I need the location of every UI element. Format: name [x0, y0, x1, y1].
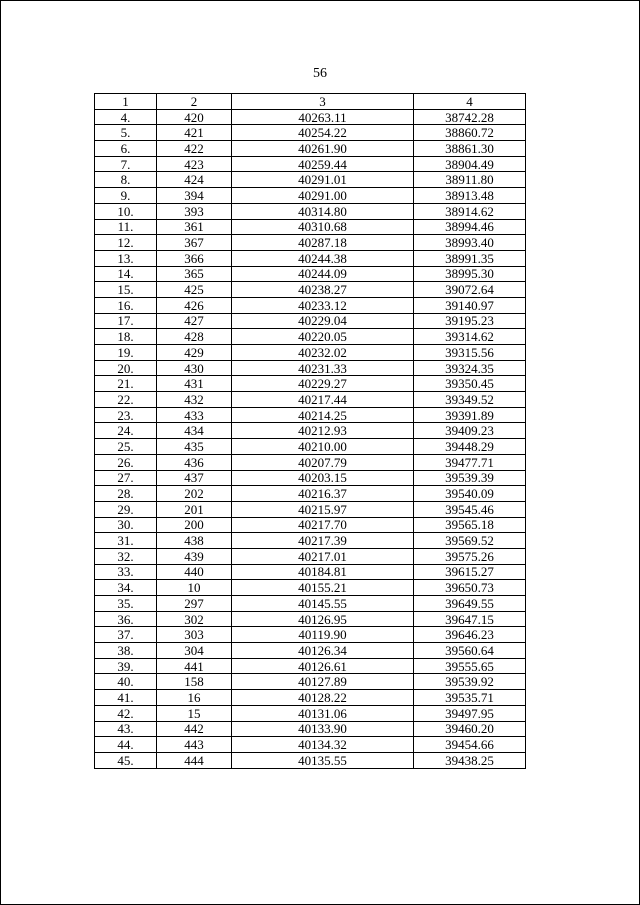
table-row: [95, 297, 526, 313]
point-number-cell: 431: [157, 376, 232, 392]
table-row: [95, 423, 526, 439]
point-number-cell: 433: [157, 407, 232, 423]
table-row: [95, 282, 526, 298]
table-row: [95, 564, 526, 580]
point-number-cell: 426: [157, 297, 232, 313]
table-row: [95, 392, 526, 408]
point-number-cell: 303: [157, 627, 232, 643]
x-coordinate-cell: 40119.90: [232, 627, 414, 643]
x-coordinate-cell: 40126.61: [232, 658, 414, 674]
y-coordinate-cell: 39324.35: [414, 360, 526, 376]
y-coordinate-cell: 38742.28: [414, 109, 526, 125]
table-row: [95, 705, 526, 721]
table-row: [95, 486, 526, 502]
x-coordinate-cell: 40217.44: [232, 392, 414, 408]
row-number-cell: 18.: [95, 329, 157, 345]
table-row: [95, 533, 526, 549]
x-coordinate-cell: 40135.55: [232, 752, 414, 768]
x-coordinate-cell: 40254.22: [232, 125, 414, 141]
row-number-cell: 37.: [95, 627, 157, 643]
table-row: [95, 658, 526, 674]
y-coordinate-cell: 38861.30: [414, 141, 526, 157]
point-number-cell: 427: [157, 313, 232, 329]
x-coordinate-cell: 40233.12: [232, 297, 414, 313]
row-number-cell: 16.: [95, 297, 157, 313]
x-coordinate-cell: 40215.97: [232, 501, 414, 517]
table-row: [95, 517, 526, 533]
x-coordinate-cell: 40145.55: [232, 596, 414, 612]
point-number-cell: 440: [157, 564, 232, 580]
y-coordinate-cell: 39555.65: [414, 658, 526, 674]
y-coordinate-cell: 39072.64: [414, 282, 526, 298]
x-coordinate-cell: 40232.02: [232, 345, 414, 361]
x-coordinate-cell: 40128.22: [232, 690, 414, 706]
y-coordinate-cell: 39647.15: [414, 611, 526, 627]
y-coordinate-cell: 39539.92: [414, 674, 526, 690]
y-coordinate-cell: 39349.52: [414, 392, 526, 408]
y-coordinate-cell: 39409.23: [414, 423, 526, 439]
point-number-cell: 366: [157, 250, 232, 266]
point-number-cell: 297: [157, 596, 232, 612]
point-number-cell: 158: [157, 674, 232, 690]
x-coordinate-cell: 40217.01: [232, 548, 414, 564]
point-number-cell: 201: [157, 501, 232, 517]
table-row: [95, 611, 526, 627]
table-row: [95, 454, 526, 470]
row-number-cell: 17.: [95, 313, 157, 329]
row-number-cell: 34.: [95, 580, 157, 596]
point-number-cell: 441: [157, 658, 232, 674]
y-coordinate-cell: 38995.30: [414, 266, 526, 282]
x-coordinate-cell: 40310.68: [232, 219, 414, 235]
point-number-cell: 202: [157, 486, 232, 502]
y-coordinate-cell: 39497.95: [414, 705, 526, 721]
table-row: [95, 470, 526, 486]
column-header-3: 3: [232, 94, 414, 110]
point-number-cell: 15: [157, 705, 232, 721]
table-row: [95, 250, 526, 266]
row-number-cell: 38.: [95, 643, 157, 659]
y-coordinate-cell: 39646.23: [414, 627, 526, 643]
x-coordinate-cell: 40217.70: [232, 517, 414, 533]
table-body: [95, 109, 526, 768]
y-coordinate-cell: 39545.46: [414, 501, 526, 517]
point-number-cell: 436: [157, 454, 232, 470]
y-coordinate-cell: 39539.39: [414, 470, 526, 486]
y-coordinate-cell: 39615.27: [414, 564, 526, 580]
table-row: [95, 580, 526, 596]
column-header-4: 4: [414, 94, 526, 110]
point-number-cell: 430: [157, 360, 232, 376]
y-coordinate-cell: 39540.09: [414, 486, 526, 502]
y-coordinate-cell: 39565.18: [414, 517, 526, 533]
y-coordinate-cell: 38904.49: [414, 156, 526, 172]
y-coordinate-cell: 39535.71: [414, 690, 526, 706]
x-coordinate-cell: 40133.90: [232, 721, 414, 737]
y-coordinate-cell: 39650.73: [414, 580, 526, 596]
point-number-cell: 425: [157, 282, 232, 298]
table-row: [95, 627, 526, 643]
y-coordinate-cell: 39350.45: [414, 376, 526, 392]
y-coordinate-cell: 39448.29: [414, 439, 526, 455]
table-row: [95, 219, 526, 235]
table-row: [95, 360, 526, 376]
point-number-cell: 444: [157, 752, 232, 768]
x-coordinate-cell: 40229.27: [232, 376, 414, 392]
table-row: [95, 109, 526, 125]
x-coordinate-cell: 40291.01: [232, 172, 414, 188]
x-coordinate-cell: 40207.79: [232, 454, 414, 470]
point-number-cell: 429: [157, 345, 232, 361]
row-number-cell: 45.: [95, 752, 157, 768]
x-coordinate-cell: 40314.80: [232, 203, 414, 219]
row-number-cell: 36.: [95, 611, 157, 627]
row-number-cell: 41.: [95, 690, 157, 706]
row-number-cell: 29.: [95, 501, 157, 517]
table-row: [95, 188, 526, 204]
y-coordinate-cell: 39315.56: [414, 345, 526, 361]
y-coordinate-cell: 39560.64: [414, 643, 526, 659]
x-coordinate-cell: 40214.25: [232, 407, 414, 423]
point-number-cell: 434: [157, 423, 232, 439]
row-number-cell: 30.: [95, 517, 157, 533]
x-coordinate-cell: 40131.06: [232, 705, 414, 721]
x-coordinate-cell: 40238.27: [232, 282, 414, 298]
y-coordinate-cell: 39460.20: [414, 721, 526, 737]
point-number-cell: 420: [157, 109, 232, 125]
row-number-cell: 10.: [95, 203, 157, 219]
point-number-cell: 437: [157, 470, 232, 486]
table-row: [95, 266, 526, 282]
y-coordinate-cell: 39195.23: [414, 313, 526, 329]
table-row: [95, 737, 526, 753]
x-coordinate-cell: 40184.81: [232, 564, 414, 580]
y-coordinate-cell: 39575.26: [414, 548, 526, 564]
point-number-cell: 432: [157, 392, 232, 408]
table-row: [95, 313, 526, 329]
row-number-cell: 7.: [95, 156, 157, 172]
row-number-cell: 13.: [95, 250, 157, 266]
x-coordinate-cell: 40127.89: [232, 674, 414, 690]
point-number-cell: 200: [157, 517, 232, 533]
point-number-cell: 367: [157, 235, 232, 251]
row-number-cell: 23.: [95, 407, 157, 423]
table-row: [95, 156, 526, 172]
x-coordinate-cell: 40291.00: [232, 188, 414, 204]
table-row: [95, 674, 526, 690]
x-coordinate-cell: 40244.38: [232, 250, 414, 266]
row-number-cell: 31.: [95, 533, 157, 549]
point-number-cell: 442: [157, 721, 232, 737]
row-number-cell: 40.: [95, 674, 157, 690]
x-coordinate-cell: 40216.37: [232, 486, 414, 502]
table-row: [95, 439, 526, 455]
point-number-cell: 16: [157, 690, 232, 706]
table-row: [95, 643, 526, 659]
row-number-cell: 35.: [95, 596, 157, 612]
y-coordinate-cell: 38913.48: [414, 188, 526, 204]
row-number-cell: 39.: [95, 658, 157, 674]
y-coordinate-cell: 39477.71: [414, 454, 526, 470]
y-coordinate-cell: 39569.52: [414, 533, 526, 549]
y-coordinate-cell: 38991.35: [414, 250, 526, 266]
row-number-cell: 33.: [95, 564, 157, 580]
y-coordinate-cell: 39391.89: [414, 407, 526, 423]
row-number-cell: 43.: [95, 721, 157, 737]
point-number-cell: 302: [157, 611, 232, 627]
row-number-cell: 6.: [95, 141, 157, 157]
table-row: [95, 596, 526, 612]
table-row: [95, 690, 526, 706]
point-number-cell: 421: [157, 125, 232, 141]
row-number-cell: 5.: [95, 125, 157, 141]
page-number: 56: [313, 66, 327, 81]
table-row: [95, 501, 526, 517]
x-coordinate-cell: 40212.93: [232, 423, 414, 439]
row-number-cell: 25.: [95, 439, 157, 455]
table-row: [95, 125, 526, 141]
table-row: [95, 203, 526, 219]
point-number-cell: 365: [157, 266, 232, 282]
x-coordinate-cell: 40287.18: [232, 235, 414, 251]
point-number-cell: 424: [157, 172, 232, 188]
point-number-cell: 428: [157, 329, 232, 345]
x-coordinate-cell: 40231.33: [232, 360, 414, 376]
table-row: [95, 329, 526, 345]
x-coordinate-cell: 40263.11: [232, 109, 414, 125]
point-number-cell: 443: [157, 737, 232, 753]
table-row: [95, 752, 526, 768]
y-coordinate-cell: 39140.97: [414, 297, 526, 313]
y-coordinate-cell: 38914.62: [414, 203, 526, 219]
x-coordinate-cell: 40259.44: [232, 156, 414, 172]
y-coordinate-cell: 39438.25: [414, 752, 526, 768]
point-number-cell: 422: [157, 141, 232, 157]
y-coordinate-cell: 38911.80: [414, 172, 526, 188]
row-number-cell: 24.: [95, 423, 157, 439]
point-number-cell: 361: [157, 219, 232, 235]
x-coordinate-cell: 40229.04: [232, 313, 414, 329]
row-number-cell: 9.: [95, 188, 157, 204]
point-number-cell: 10: [157, 580, 232, 596]
y-coordinate-cell: 38860.72: [414, 125, 526, 141]
row-number-cell: 22.: [95, 392, 157, 408]
table-header-row: [95, 94, 526, 110]
x-coordinate-cell: 40126.34: [232, 643, 414, 659]
row-number-cell: 8.: [95, 172, 157, 188]
x-coordinate-cell: 40217.39: [232, 533, 414, 549]
row-number-cell: 4.: [95, 109, 157, 125]
point-number-cell: 393: [157, 203, 232, 219]
column-header-1: 1: [95, 94, 157, 110]
x-coordinate-cell: 40210.00: [232, 439, 414, 455]
x-coordinate-cell: 40203.15: [232, 470, 414, 486]
x-coordinate-cell: 40155.21: [232, 580, 414, 596]
table-row: [95, 172, 526, 188]
point-number-cell: 438: [157, 533, 232, 549]
y-coordinate-cell: 39314.62: [414, 329, 526, 345]
y-coordinate-cell: 39649.55: [414, 596, 526, 612]
row-number-cell: 20.: [95, 360, 157, 376]
row-number-cell: 12.: [95, 235, 157, 251]
table-row: [95, 721, 526, 737]
row-number-cell: 27.: [95, 470, 157, 486]
point-number-cell: 439: [157, 548, 232, 564]
row-number-cell: 11.: [95, 219, 157, 235]
row-number-cell: 19.: [95, 345, 157, 361]
x-coordinate-cell: 40261.90: [232, 141, 414, 157]
row-number-cell: 44.: [95, 737, 157, 753]
row-number-cell: 42.: [95, 705, 157, 721]
table-row: [95, 345, 526, 361]
table-row: [95, 141, 526, 157]
x-coordinate-cell: 40244.09: [232, 266, 414, 282]
table-row: [95, 548, 526, 564]
table-row: [95, 376, 526, 392]
x-coordinate-cell: 40220.05: [232, 329, 414, 345]
point-number-cell: 423: [157, 156, 232, 172]
y-coordinate-cell: 38993.40: [414, 235, 526, 251]
point-number-cell: 435: [157, 439, 232, 455]
column-header-2: 2: [157, 94, 232, 110]
table-row: [95, 235, 526, 251]
y-coordinate-cell: 39454.66: [414, 737, 526, 753]
row-number-cell: 14.: [95, 266, 157, 282]
row-number-cell: 21.: [95, 376, 157, 392]
y-coordinate-cell: 38994.46: [414, 219, 526, 235]
row-number-cell: 28.: [95, 486, 157, 502]
row-number-cell: 15.: [95, 282, 157, 298]
row-number-cell: 32.: [95, 548, 157, 564]
row-number-cell: 26.: [95, 454, 157, 470]
point-number-cell: 304: [157, 643, 232, 659]
table-row: [95, 407, 526, 423]
point-number-cell: 394: [157, 188, 232, 204]
x-coordinate-cell: 40126.95: [232, 611, 414, 627]
coordinates-table: [94, 93, 526, 769]
x-coordinate-cell: 40134.32: [232, 737, 414, 753]
